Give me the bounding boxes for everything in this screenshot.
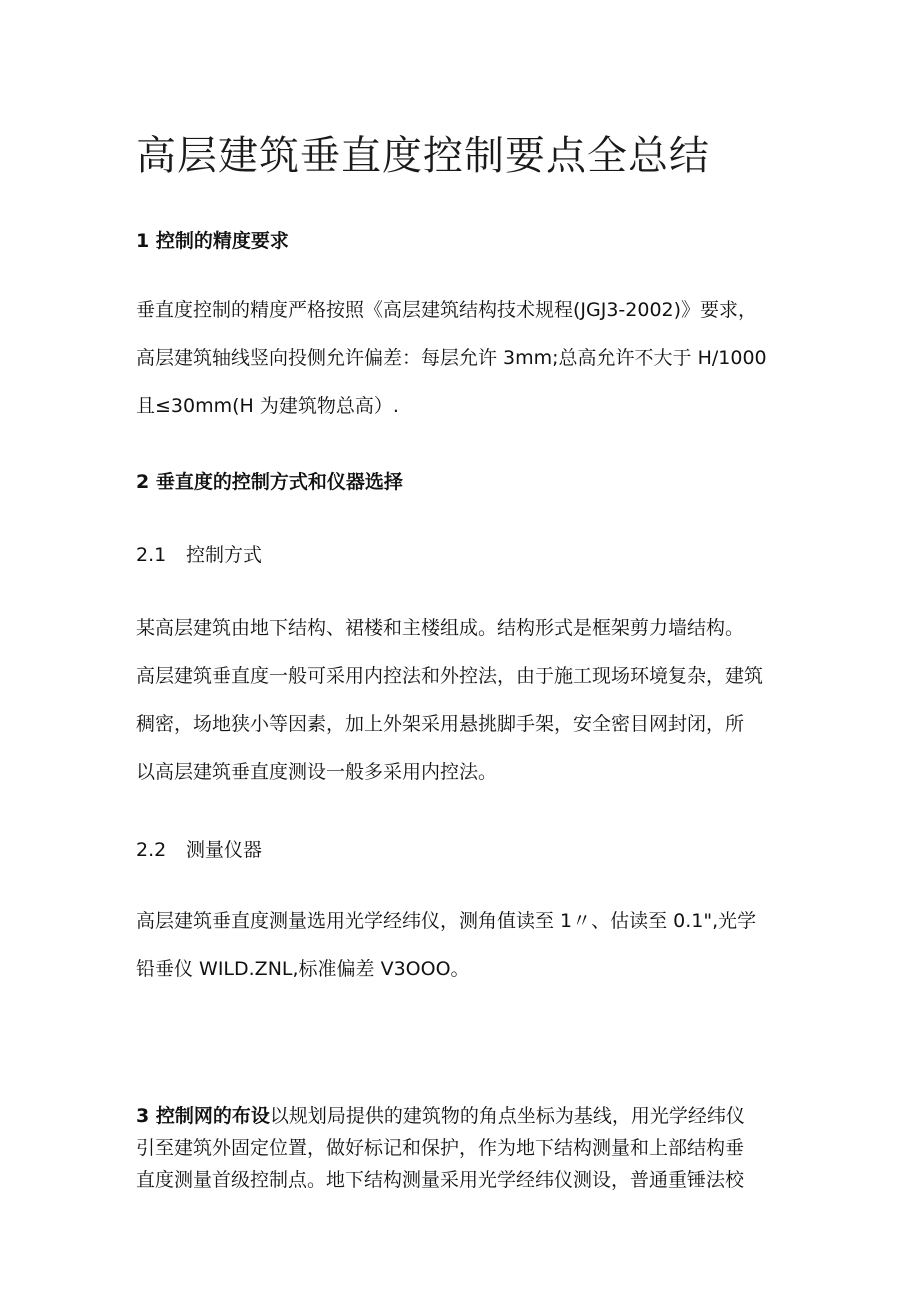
paragraph-line: 高层建筑轴线竖向投侧允许偏差：每层允许 3mm;总高允许不大于 H/1000: [136, 347, 767, 369]
paragraph-line: 铅垂仪 WILD.ZNL,标准偏差 Ⅴ3OOO。: [136, 958, 470, 980]
section-1-heading: 1 控制的精度要求: [136, 230, 289, 252]
subsection-number: 2.2: [136, 839, 167, 861]
subsection-label: 测量仪器: [186, 839, 263, 861]
paragraph-line: 某高层建筑由地下结构、裙楼和主楼组成。结构形式是框架剪力墙结构。: [136, 617, 745, 639]
subsection-2-2-paragraph: [136, 897, 796, 993]
subsection-number: 2.1: [136, 544, 167, 566]
section-3-heading: 3 控制网的布设: [136, 1105, 270, 1127]
subsection-2-1-heading: [136, 540, 262, 570]
paragraph-line: 垂直度控制的精度严格按照《高层建筑结构技术规程(JGJ3-2002)》要求，: [136, 299, 758, 321]
subsection-2-1-paragraph: [136, 604, 796, 796]
paragraph-line: 直度测量首级控制点。地下结构测量采用光学经纬仪测设，普通重锤法校: [136, 1169, 745, 1191]
paragraph-line: [136, 1100, 796, 1132]
paragraph-line: 高层建筑垂直度一般可采用内控法和外控法，由于施工现场环境复杂，建筑: [136, 665, 764, 687]
paragraph-text: 以规划局提供的建筑物的角点坐标为基线，用光学经纬仪: [269, 1105, 745, 1127]
section-1-paragraph: [136, 286, 796, 430]
paragraph-line: 引至建筑外固定位置，做好标记和保护，作为地下结构测量和上部结构垂: [136, 1137, 745, 1159]
paragraph-line: 高层建筑垂直度测量选用光学经纬仪，测角值读至 1〃、估读至 0.1",光学: [136, 910, 757, 932]
subsection-2-2-heading: [136, 835, 262, 865]
paragraph-line: 稠密，场地狭小等因素，加上外架采用悬挑脚手架，安全密目网封闭，所: [136, 713, 745, 735]
document-title: 高层建筑垂直度控制要点全总结: [136, 133, 710, 179]
paragraph-line: 且≤30mm(H 为建筑物总高）.: [136, 395, 399, 417]
section-3-paragraph: [136, 1100, 796, 1196]
section-2-heading: 2 垂直度的控制方式和仪器选择: [136, 471, 403, 493]
paragraph-line: 以高层建筑垂直度测设一般多采用内控法。: [136, 761, 498, 783]
subsection-label: 控制方式: [186, 544, 263, 566]
